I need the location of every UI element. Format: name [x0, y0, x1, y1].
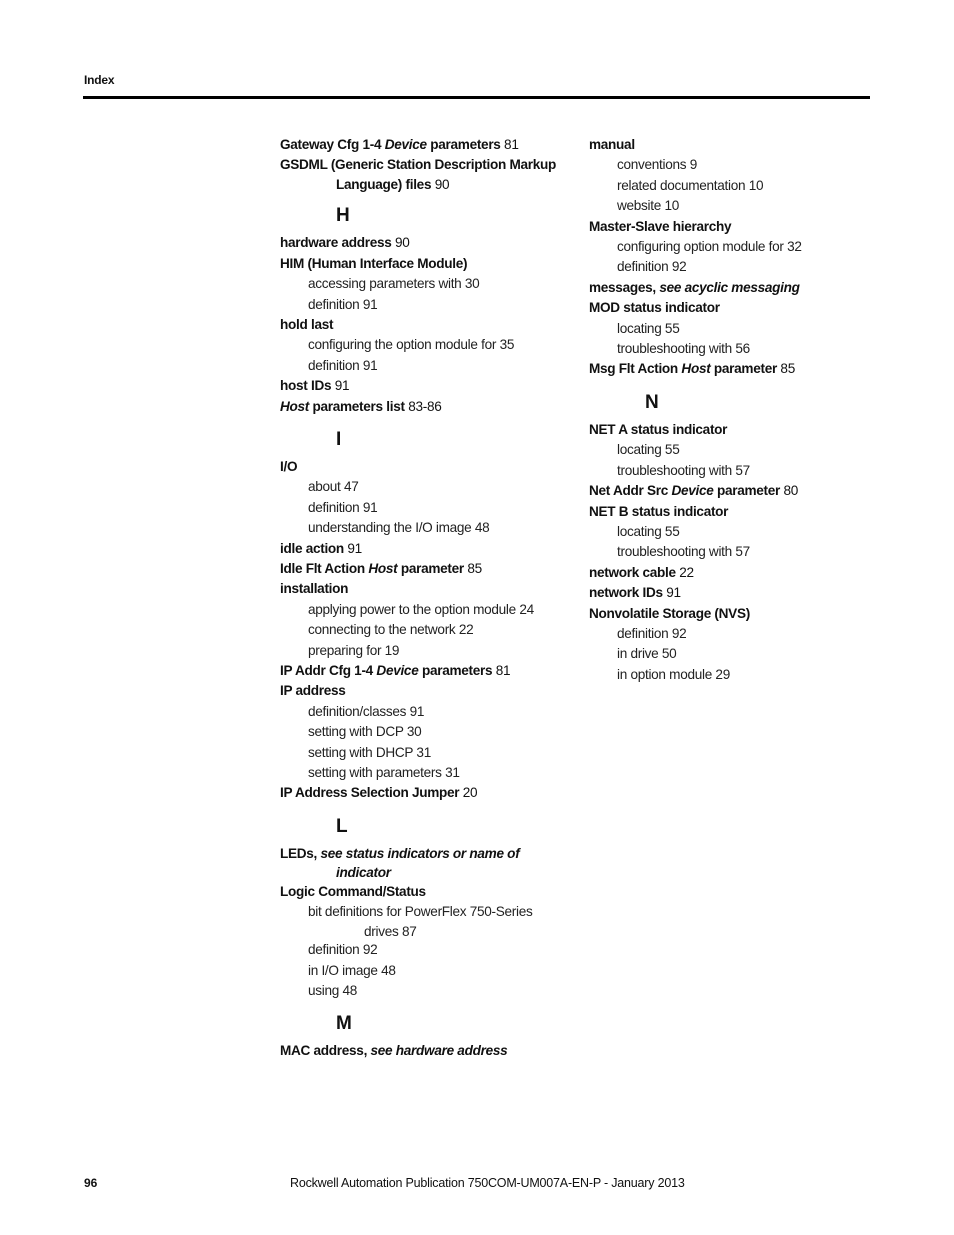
index-text: preparing for 19 [308, 642, 400, 658]
index-text: 91 [343, 540, 362, 556]
index-entry [589, 278, 879, 298]
section-letter: I [336, 428, 341, 450]
index-text: locating 55 [617, 320, 680, 336]
index-subentry [280, 477, 570, 497]
index-entry [280, 783, 570, 803]
index-text: setting with DCP 30 [308, 724, 422, 740]
index-text: locating 55 [617, 442, 680, 458]
index-term: NET A status indicator [589, 421, 728, 437]
index-subentry [280, 274, 570, 294]
index-text: in I/O image 48 [308, 962, 396, 978]
index-term: indicator [336, 865, 391, 881]
index-entry [280, 559, 570, 579]
index-entry [280, 661, 570, 681]
index-term: Idle Flt Action [280, 561, 369, 576]
index-text: 22 [675, 564, 694, 580]
index-text: 85 [776, 361, 795, 377]
index-entry [589, 135, 879, 155]
index-entry [589, 420, 879, 440]
index-subentry [280, 902, 570, 940]
index-subentry [589, 319, 879, 339]
index-subentry [280, 722, 570, 742]
index-text: 83-86 [404, 398, 442, 414]
index-entry [589, 583, 879, 603]
index-subentry [280, 498, 570, 518]
index-text: in drive 50 [617, 646, 677, 662]
index-term: manual [589, 137, 635, 152]
index-term: idle action [280, 540, 344, 556]
index-text: 80 [780, 483, 799, 499]
index-entry [589, 502, 879, 522]
index-column-right [589, 135, 879, 685]
index-entry [280, 397, 570, 417]
index-text: drives 87 [364, 923, 417, 939]
index-term: see hardware address [370, 1043, 508, 1059]
index-entry [589, 359, 879, 379]
index-subentry [280, 335, 570, 355]
index-term: network IDs [589, 585, 663, 601]
index-entry [280, 844, 570, 882]
index-subentry [589, 624, 879, 644]
index-term: host IDs [280, 378, 332, 394]
index-subentry [280, 981, 570, 1001]
index-term: I/O [280, 458, 298, 474]
index-entry [589, 217, 879, 237]
index-entry [280, 681, 570, 701]
index-text: definition 91 [308, 499, 378, 515]
index-entry [280, 254, 570, 274]
index-subentry [280, 763, 570, 783]
running-header: Index [84, 73, 115, 87]
index-term: Logic Command/Status [280, 883, 426, 899]
index-term: NET B status indicator [589, 503, 729, 519]
index-text: troubleshooting with 56 [617, 341, 750, 357]
index-term: Gateway Cfg 1-4 [280, 137, 385, 152]
index-subentry [280, 356, 570, 376]
index-term: parameters [418, 663, 493, 679]
entry-continuation [280, 864, 570, 882]
index-subentry [280, 295, 570, 315]
index-text: troubleshooting with 57 [617, 462, 750, 478]
index-subentry [589, 257, 879, 277]
index-term: Language) files [336, 176, 432, 192]
index-subentry [589, 522, 879, 542]
index-subentry [280, 743, 570, 763]
index-subentry [280, 940, 570, 960]
index-term: parameter [710, 361, 777, 377]
index-subentry [280, 518, 570, 538]
index-column-left [280, 135, 570, 1062]
index-text: troubleshooting with 57 [617, 544, 750, 560]
index-term: MAC address, [280, 1043, 371, 1059]
index-subentry [589, 196, 879, 216]
index-term: Device [384, 137, 427, 152]
section-letter: L [336, 815, 348, 837]
index-text: definition/classes 91 [308, 703, 425, 719]
index-text: website 10 [617, 198, 679, 214]
index-term: MOD status indicator [589, 300, 720, 316]
index-text: definition 91 [308, 296, 378, 312]
index-entry [280, 376, 570, 396]
index-subentry [589, 665, 879, 685]
entry-continuation [280, 176, 570, 194]
index-text: definition 92 [308, 942, 378, 958]
index-term: network cable [589, 564, 676, 580]
index-text: applying power to the option module 24 [308, 601, 534, 617]
index-term: LEDs, [280, 845, 321, 861]
index-text: locating 55 [617, 523, 680, 539]
index-text: 81 [492, 663, 511, 679]
section-letter: N [645, 391, 659, 413]
index-text: 81 [500, 137, 519, 152]
index-entry [589, 298, 879, 318]
index-entry [280, 233, 570, 253]
index-text: definition 92 [617, 259, 687, 275]
index-term: Nonvolatile Storage (NVS) [589, 605, 750, 621]
index-text: accessing parameters with 30 [308, 276, 480, 292]
index-entry [280, 882, 570, 902]
index-text: configuring option module for 32 [617, 239, 802, 255]
section-letter: M [336, 1013, 352, 1035]
index-text: in option module 29 [617, 666, 730, 682]
index-term: messages, [589, 279, 660, 295]
index-entry [280, 155, 570, 193]
index-term: installation [280, 581, 349, 597]
index-subentry [589, 176, 879, 196]
index-term: see status indicators or name of [320, 845, 520, 861]
index-subentry [280, 641, 570, 661]
section-letter: H [336, 205, 350, 227]
index-term: IP address [280, 683, 346, 699]
index-text: conventions 9 [617, 157, 697, 173]
index-subentry [589, 461, 879, 481]
index-term: Device [376, 663, 419, 679]
index-text: 20 [459, 785, 478, 801]
index-term: parameter [713, 483, 781, 499]
index-entry [589, 481, 879, 501]
index-text: understanding the I/O image 48 [308, 520, 490, 536]
index-text: 91 [662, 585, 681, 601]
index-entry [280, 135, 570, 155]
index-text: 90 [391, 235, 410, 251]
index-subentry [589, 155, 879, 175]
index-term: Host [368, 561, 398, 576]
index-entry [280, 579, 570, 599]
index-subentry [280, 702, 570, 722]
index-subentry [589, 237, 879, 257]
index-entry [280, 1041, 570, 1061]
index-text: 85 [463, 561, 482, 576]
index-term: IP Addr Cfg 1-4 [280, 663, 377, 679]
index-text: definition 91 [308, 357, 378, 373]
page-number: 96 [84, 1176, 98, 1190]
index-term: Net Addr Src [589, 483, 672, 499]
index-term: Master-Slave hierarchy [589, 218, 732, 234]
index-subentry [280, 600, 570, 620]
index-term: Device [671, 483, 714, 499]
index-term: parameters [426, 137, 501, 152]
index-text: setting with DHCP 31 [308, 744, 431, 760]
index-entry [280, 315, 570, 335]
index-term: HIM (Human Interface Module) [280, 255, 468, 271]
index-term: hardware address [280, 235, 392, 251]
index-term: Host [681, 361, 711, 377]
index-entry [280, 539, 570, 559]
index-text: setting with parameters 31 [308, 765, 460, 781]
index-entry [589, 604, 879, 624]
index-entry [589, 563, 879, 583]
index-text: definition 92 [617, 625, 687, 641]
index-subentry [589, 644, 879, 664]
publication-footer: Rockwell Automation Publication 750COM-UM007A-EN-P - January 2013 [290, 1176, 685, 1190]
index-text: related documentation 10 [617, 177, 764, 193]
index-term: Host [280, 398, 310, 414]
entry-continuation [308, 923, 570, 941]
index-subentry [280, 620, 570, 640]
index-term: GSDML (Generic Station Description Markup [280, 157, 556, 173]
index-term: IP Address Selection Jumper [280, 785, 460, 801]
index-term: hold last [280, 316, 334, 332]
index-subentry [589, 440, 879, 460]
index-text: connecting to the network 22 [308, 622, 474, 638]
index-text: about 47 [308, 479, 359, 495]
index-term: parameters list [309, 398, 405, 414]
index-term: parameter [397, 561, 464, 576]
index-subentry [589, 339, 879, 359]
index-term: Msg Flt Action [589, 361, 682, 377]
index-entry [280, 457, 570, 477]
index-text: configuring the option module for 35 [308, 337, 515, 353]
index-text: 91 [331, 378, 350, 394]
index-term: see acyclic messaging [659, 279, 800, 295]
index-text: bit definitions for PowerFlex 750-Series [308, 904, 533, 920]
header-rule [83, 96, 870, 99]
index-text: 90 [431, 176, 450, 192]
index-text: using 48 [308, 982, 357, 998]
index-subentry [589, 542, 879, 562]
index-subentry [280, 961, 570, 981]
